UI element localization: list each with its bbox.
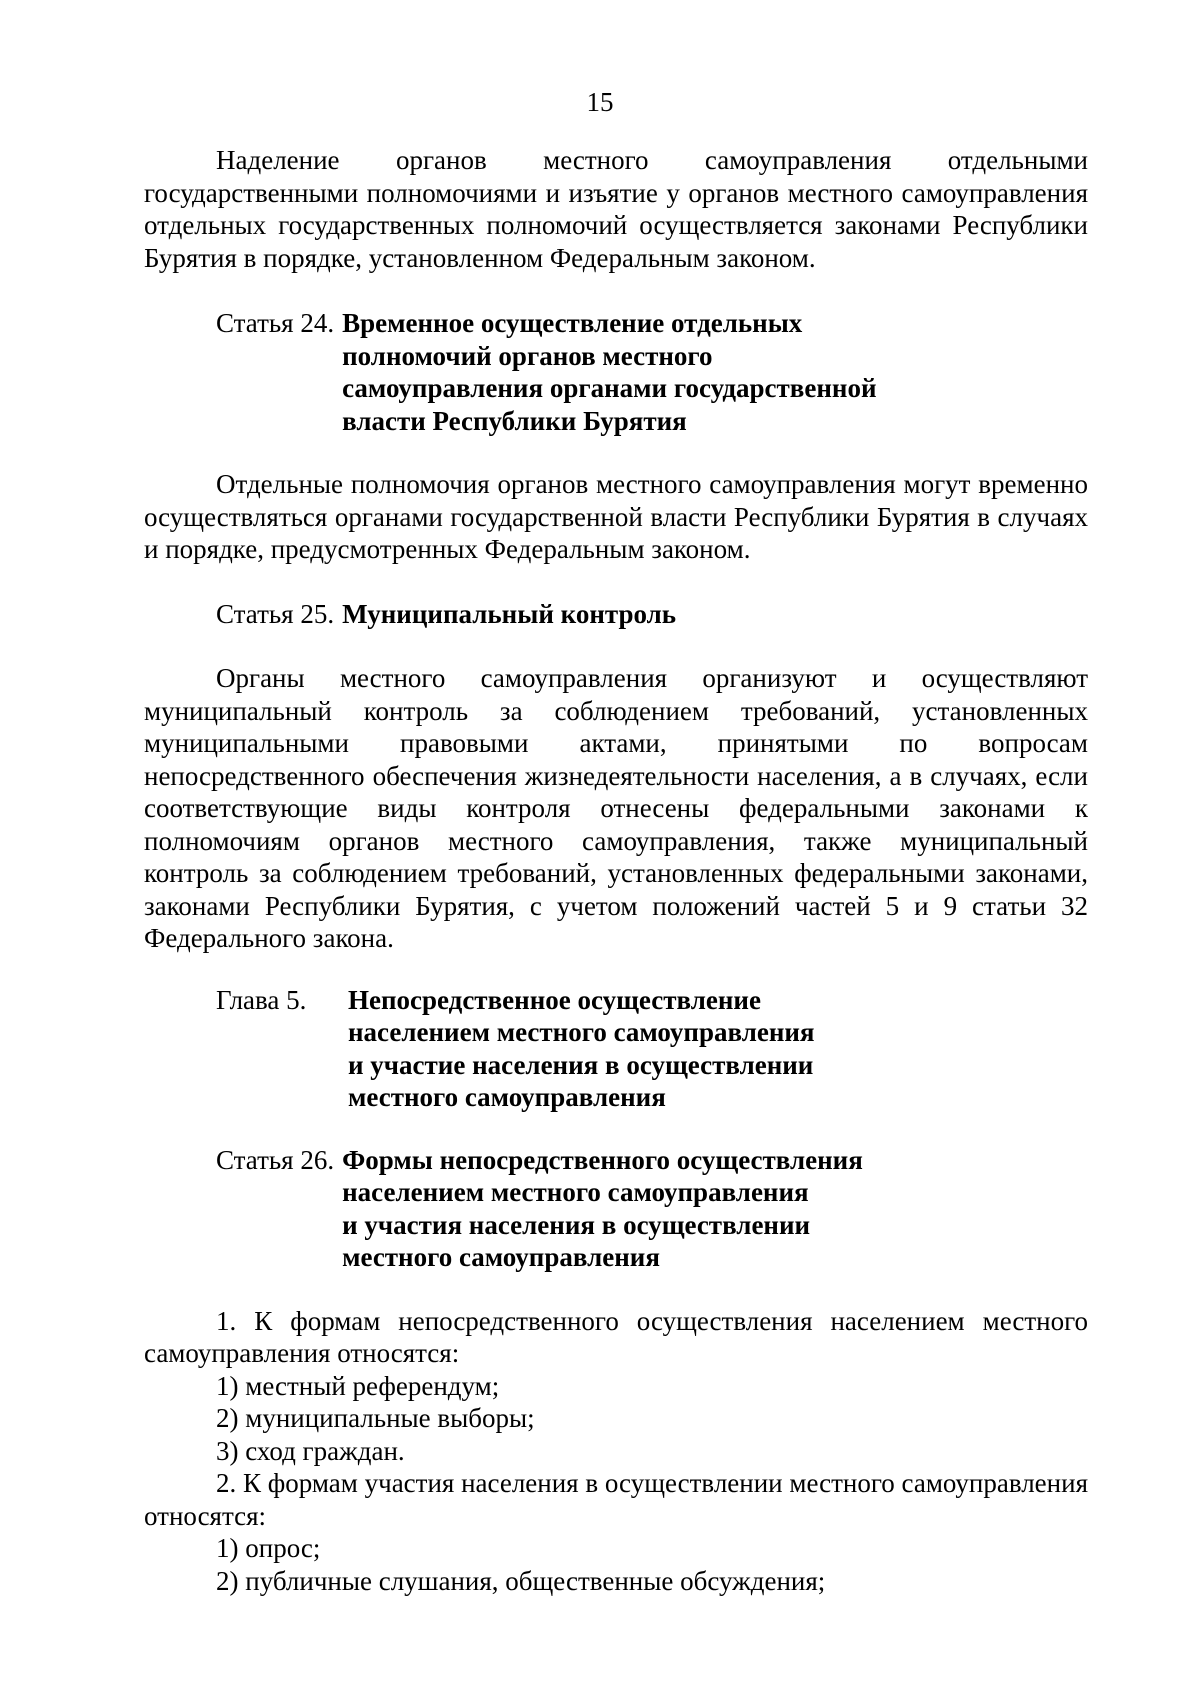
paragraph-delegation: Наделение органов местного самоуправления отдельными государственными полномочиями и изъятие у органов местного самоуправления отдельных государственных полномочий осуществляется законами Республики Бурятия в порядке, установленном Федеральным законом. [144, 145, 1088, 273]
article-26-title-line: и участия населения в осуществлении [342, 1209, 811, 1240]
clause-2: 2. К формам участия населения в осуществлении местного самоуправления относятся: [144, 1468, 1088, 1531]
chapter-5-heading [144, 984, 1088, 1114]
article-25-title [342, 598, 676, 631]
chapter-5-title-line: Непосредственное осуществление [348, 984, 761, 1015]
clause-1-item: 1) местный референдум; [216, 1370, 500, 1401]
chapter-5-title-line: местного самоуправления [348, 1082, 666, 1112]
article-25-heading [144, 598, 1088, 631]
article-24-title-line: власти Республики Бурятия [342, 405, 687, 436]
chapter-5-title [348, 984, 815, 1114]
article-25-title-line: Муниципальный контроль [342, 598, 677, 629]
clause-1: 1. К формам непосредственного осуществления населением местного самоуправления относятся: [144, 1305, 1088, 1368]
article-25-number: Статья 25. [216, 598, 335, 629]
article-24-heading [144, 307, 1088, 437]
document-body [144, 144, 1088, 1597]
chapter-5-title-line: и участие населения в осуществлении [348, 1049, 814, 1080]
clause-1-item: 3) сход граждан. [216, 1435, 405, 1466]
article-24-title-line: самоуправления органами государственной [342, 373, 877, 403]
paragraph-temporary-powers: Отдельные полномочия органов местного самоуправления могут временно осуществляться органами государственной власти Республики Бурятия в случаях и порядке, предусмотренных Федеральным законом. [144, 469, 1088, 564]
article-26-heading [144, 1144, 1088, 1274]
paragraph-municipal-control: Органы местного самоуправления организуют и осуществляют муниципальный контроль за соблюдением требований, установленных муниципальными правовыми актами, принятыми по вопросам непосредственного обеспечения жизнедеятельности населения, а в случаях, если соответствующие виды контроля отнесены федеральными законами к полномочиям органов местного самоуправления, также муниципальный контроль за соблюдением требований, установленных федеральными законами, законами Республики Бурятия, с учетом положений частей 5 и 9 статьи 32 Федерального закона. [144, 663, 1088, 953]
article-24-title-line: Временное осуществление отдельных [342, 308, 803, 338]
article-24-title-line: полномочий органов местного [342, 340, 713, 371]
article-24-title [342, 307, 876, 437]
article-26-title-line: местного самоуправления [342, 1242, 660, 1272]
article-24-number: Статья 24. [216, 308, 335, 338]
clause-2-item: 2) публичные слушания, общественные обсуждения; [216, 1565, 826, 1596]
chapter-5-number: Глава 5. [216, 984, 307, 1015]
article-26-title-line: населением местного самоуправления [342, 1177, 809, 1207]
clause-1-item: 2) муниципальные выборы; [216, 1403, 535, 1433]
clause-2-item: 1) опрос; [216, 1533, 321, 1563]
article-26-title-line: Формы непосредственного осуществления [342, 1144, 863, 1175]
chapter-5-title-line: населением местного самоуправления [348, 1017, 815, 1047]
page-number: 15 [586, 87, 614, 117]
article-26-number: Статья 26. [216, 1144, 335, 1175]
article-26-title [342, 1144, 863, 1274]
